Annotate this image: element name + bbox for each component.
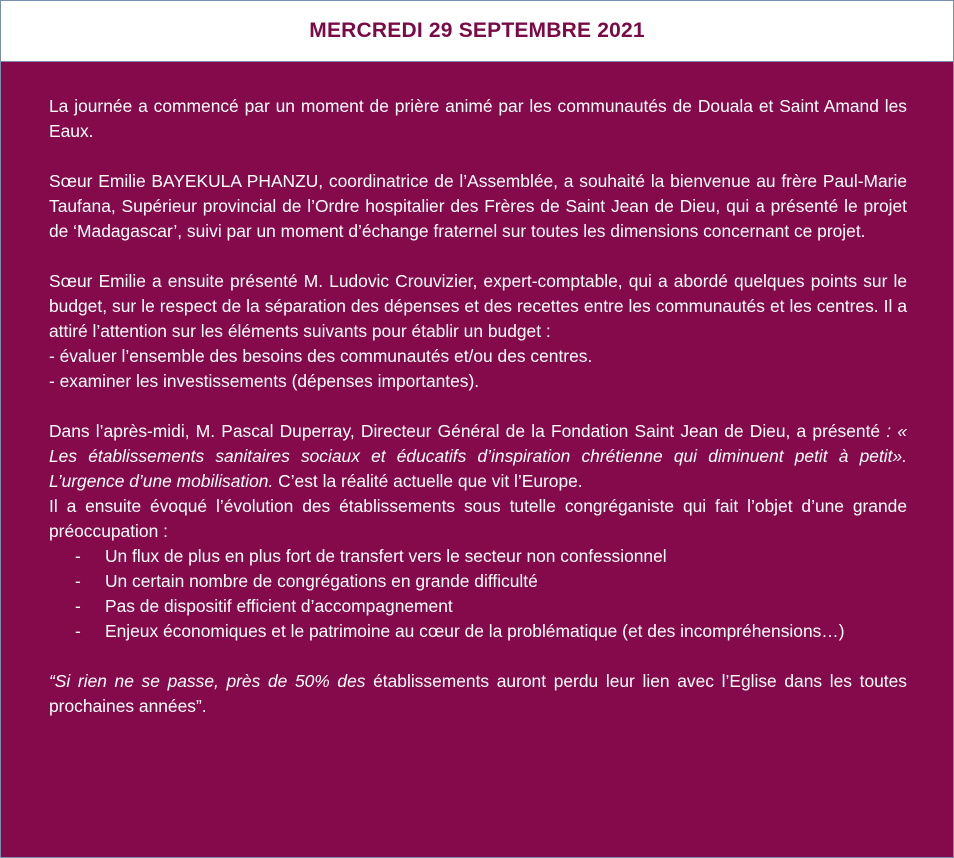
list-item-text: Pas de dispositif efficient d’accompagnement [105, 596, 453, 616]
list-item-text: Un certain nombre de congrégations en grande difficulté [105, 571, 538, 591]
paragraph-welcome: Sœur Emilie BAYEKULA PHANZU, coordinatrice de l’Assemblée, a souhaité la bienvenue au frère Paul-Marie Taufana, Supérieur provincial de l’Ordre hospitalier des Frères de Saint Jean de Dieu, qui a présenté le projet de ‘Madagascar’, suivi par un moment d’échange fraternel sur toutes les dimensions concernant ce projet. [49, 171, 907, 241]
conclusion-rest: établissements auront perdu leur lien avec l’Eglise dans les toutes prochaines années”. [49, 671, 907, 716]
afternoon-quote: : « Les établissements sanitaires sociaux et éducatifs d’inspiration chrétienne qui diminuent petit à petit». L’urgence d’une mobilisation. [49, 421, 907, 491]
bullet-dash: - [75, 621, 81, 641]
list-item [49, 619, 907, 644]
list-item-text: Un flux de plus en plus fort de transfert vers le secteur non confessionnel [105, 546, 667, 566]
afternoon-intro: Dans l’après-midi, M. Pascal Duperray, Directeur Général de la Fondation Saint Jean de Dieu, a présenté [49, 421, 881, 441]
list-item [49, 594, 907, 619]
afternoon-after: C’est la réalité actuelle que vit l’Europe. [273, 471, 583, 491]
bullet-dash: - [75, 571, 81, 591]
budget-point-1: - évaluer l’ensemble des besoins des communautés et/ou des centres. [49, 346, 593, 366]
bullet-dash: - [75, 546, 81, 566]
paragraph-conclusion [49, 669, 907, 719]
conclusion-italic: “Si rien ne se passe, près de 50% des [49, 671, 366, 691]
paragraph-evolution: Il a ensuite évoqué l’évolution des établissements sous tutelle congréganiste qui fait l’objet d’une grande préoccupation : [49, 496, 907, 541]
paragraph-afternoon [49, 419, 907, 494]
list-item [49, 544, 907, 569]
budget-point-2: - examiner les investissements (dépenses importantes). [49, 371, 480, 391]
page-title: MERCREDI 29 SEPTEMBRE 2021 [309, 19, 645, 42]
list-item [49, 569, 907, 594]
header-banner [1, 1, 953, 62]
body-text [49, 94, 907, 744]
paragraph-budget: Sœur Emilie a ensuite présenté M. Ludovic Crouvizier, expert-comptable, qui a abordé quelques points sur le budget, sur le respect de la séparation des dépenses et des recettes entre les communautés et les centres. Il a attiré l’attention sur les éléments suivants pour établir un budget : [49, 271, 907, 341]
list-item-text: Enjeux économiques et le patrimoine au cœur de la problématique (et des incompréhensions…) [105, 621, 845, 641]
concerns-list [49, 544, 907, 644]
bullet-dash: - [75, 596, 81, 616]
paragraph-prayer: La journée a commencé par un moment de prière animé par les communautés de Douala et Saint Amand les Eaux. [49, 96, 907, 141]
